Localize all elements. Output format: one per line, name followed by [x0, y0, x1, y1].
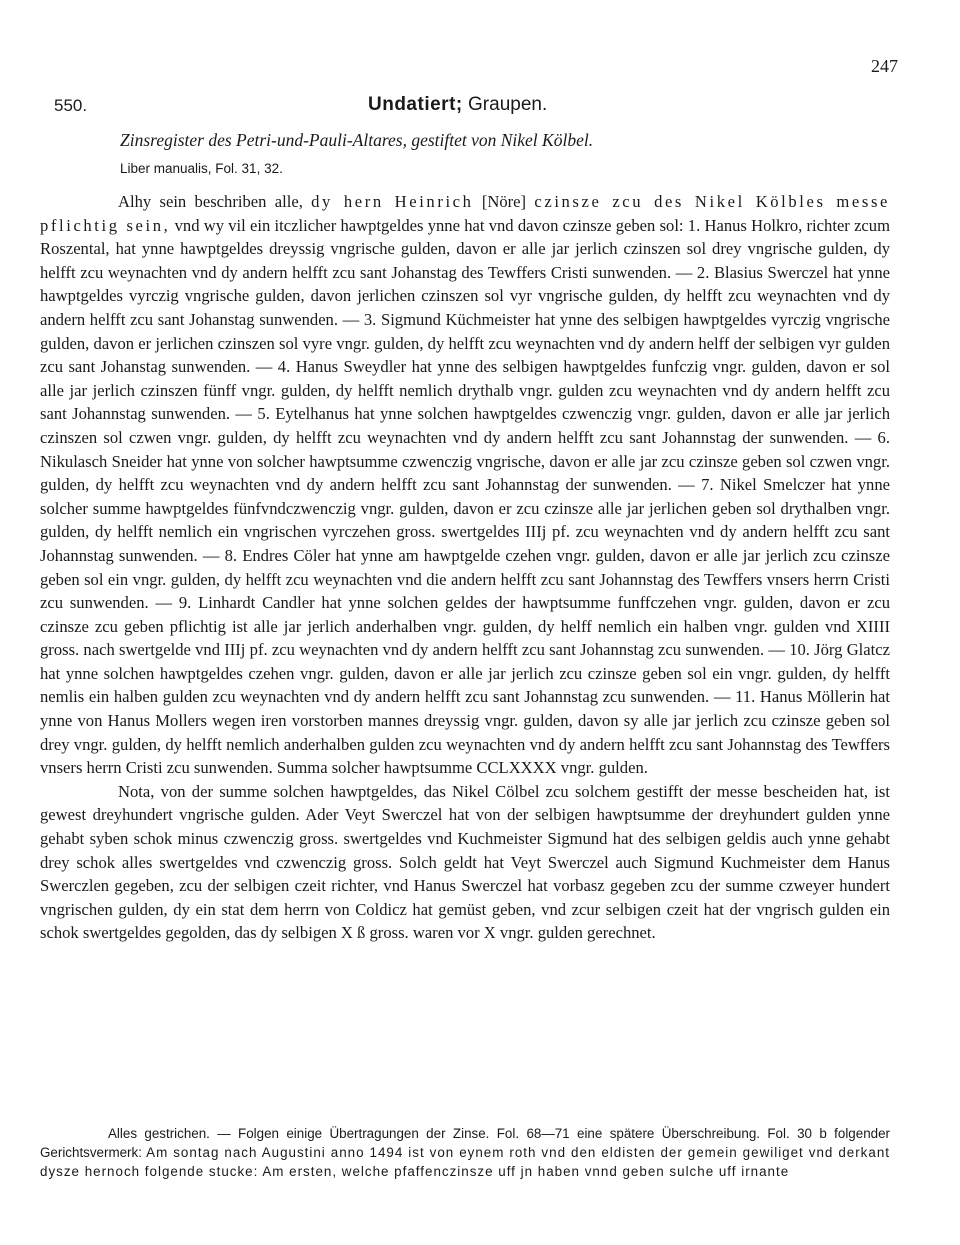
nota-paragraph: Nota, von der summe solchen hawptgeldes, das Nikel Cölbel zcu solchem gestifft der messe bescheiden hat, ist gewest dreyhundert vngrische gulden. Ader Veyt Swerczel hat von der selbigen hawptsumme der dreyhundert gulden ynne gehabt syben schok minus czwenczig gross. swertgeldes vnd Kuchmeister Sigmund hat des selbigen geldis auch ynne gehabt drey schok alles swertgeldes vnd czwenczig gross. Solch geldt hat Veyt Swerczel auch Sigmund Kuchmeister dem Hanus Swerczlen gegeben, zcu der selbigen czeit richter, vnd Hanus Swerczel hat vorbasz gegeben zcu der summe czweyer hundert vngrischen gulden, dy ein stat dem herrn von Coldicz hat gemüst geben, vnd zcur selbigen czeit hat der vngrisch gulden ein schok swertgeldes gegolden, das dy selbigen X ß gross. waren vor X vngr. gulden gerechnet.	[40, 781, 890, 943]
document-heading	[368, 94, 547, 116]
heading-place: Graupen.	[468, 94, 548, 115]
document-subtitle: Zinsregister des Petri-und-Pauli-Altares, gestiftet von Nikel Kölbel.	[120, 130, 594, 150]
intro-start: Alhy sein beschriben alle,	[118, 192, 312, 211]
footnote	[40, 1124, 890, 1181]
footnote-start: Alles gestrichen. — Folgen einige Übertragungen der Zinse. Fol. 68—71 eine spätere Überschreibung. Fol. 30 b folgender Gerichtsvermerk:	[40, 1126, 890, 1160]
register-entries: 1. Hanus Holkro, richter zcum Roszental, hat ynne hawptgeldes dreyssig vngrische gulden, davon er alle jar jerlich czinszen sol drey vngrische gulden, dy helfft zcu weynachten vnd dy andern helfft zcu sant Johanstag des Tewffers Cristi sunwenden. — 2. Blasius Swerczel hat ynne hawptgeldes vyrczig vngrische gulden, davon jerlichen czinszen sol vyr vngrische gulden, dy helfft zcu weynachten vnd dy andern helfft zcu sant Johanstag sunwenden. — 3. Sigmund Küchmeister hat ynne des selbigen hawptgeldes vyrczig vngrische gulden, davon er jerlichen czinszen sol vyre vngr. gulden, dy helfft zcu weynachten vnd dy andern helff der selbigen vyr gulden zcu sant Johanstag sunwenden. — 4. Hanus Sweydler hat ynne des selbigen hawptgeldes funfczig vngr. gulden, davon er sol alle jar jerlich czinszen fünff vngr. gulden, dy helfft nemlich drythalb vngr. gulden zcu weynachten vnd dy andern helfft zcu sant Johannstag sunwenden. — 5. Eytelhanus hat ynne solchen hawptgeldes czwenczig vngr. gulden, davon er alle jar jerlich czinszen sol czwen vngr. gulden, dy helfft zcu weynachten vnd dy andern helfft zcu sant Johannstag der sunwenden. — 6. Nikulasch Sneider hat ynne von solcher hawptsumme czwenczig vngrische, davon er alle jar zcu czinsze geben sol czwen vngr. gulden, dy helfft zcu weynachten vnd dy andern helfft zcu sant Johannstag der sunwenden. — 7. Nikel Smelczer hat ynne solcher summe hawptgeldes fünfvndczwenczig vngr. gulden, davon er zcu czinsze alle jar jerlichen geben sol drythalben vngr. gulden, dy helfft nemlich ein vngrischen vyrczehen gross. swertgeldes IIIj pf. zcu weynachten vnd dy andern helfft zcu sant Johannstag sunwenden. — 8. Endres Cöler hat ynne am hawptgelde czehen vngr. gulden, davon er alle jar jerlich zcu czinsze geben sol ein vngr. gulden, dy helfft zcu weynachten vnd die andern helfft zcu sant Johannstag des Tewffers vnsers herrn Cristi zcu sunwenden. — 9. Linhardt Candler hat ynne solchen geldes der hawptsumme funffczehen vngr. gulden, davon er zcu czinsze zcu geben pflichtig ist alle jar jerlich anderhalben vngr. gulden, dy helff nemlich ein halben vngr. gulden vnd XIIII gross. nach swertgelde vnd IIIj pf. zcu weynachten vnd dy andern helfft zcu sant Johannstag zcu sunwenden. — 10. Jörg Glatcz hat ynne solchen hawptgeldes czehen vngr. gulden, davon er alle jar jerlich zcu czinsze geben sol ein vngr. gulden, dy helfft nemlis ein halben gulden zcu weynachten vnd dy andern helfft zcu sant Johannstag zcu sunwenden. — 11. Hanus Möllerin hat ynne von Hanus Mollers wegen iren vorstorben mannes dreyssig vngr. gulden, davon sy alle jar jerlich zcu czinsze geben sol drey vngr. gulden, dy helfft nemlich anderhalben gulden zcu weynachten vnd dy andern helfft zcu sant Johannstag des Tewffers vnsers herrn Cristi zcu sunwenden. Summa solcher hawptsumme CCLXXXX vngr. gulden.	[40, 215, 891, 778]
source-reference: Liber manualis, Fol. 31, 32.	[120, 161, 283, 176]
footnote-quote: Am sontag nach Augustini anno 1494 ist von eynem roth vnd den eldisten der gemein gewiliget vnd derkant dysze hernoch folgende stucke: Am ersten, welche pfaffenczinsze uff jn haben vnnd geben sulche uff irnante	[40, 1145, 890, 1179]
page-number: 247	[871, 56, 898, 76]
document-number: 550.	[54, 96, 88, 115]
register-paragraph	[40, 190, 890, 780]
intro-end: vnd wy vil ein itczlicher hawptgeldes ynne hat vnd davon czinsze geben sol:	[170, 215, 688, 235]
intro-spaced-phrase: czinsze zcu des Nikel Kölbles messe pflichtig sein,	[40, 192, 890, 235]
intro-bracket: [Nöre]	[473, 192, 535, 211]
intro-spaced-name: dy hern Heinrich	[311, 192, 474, 211]
heading-date: Undatiert;	[368, 94, 463, 115]
body-text	[40, 190, 890, 945]
